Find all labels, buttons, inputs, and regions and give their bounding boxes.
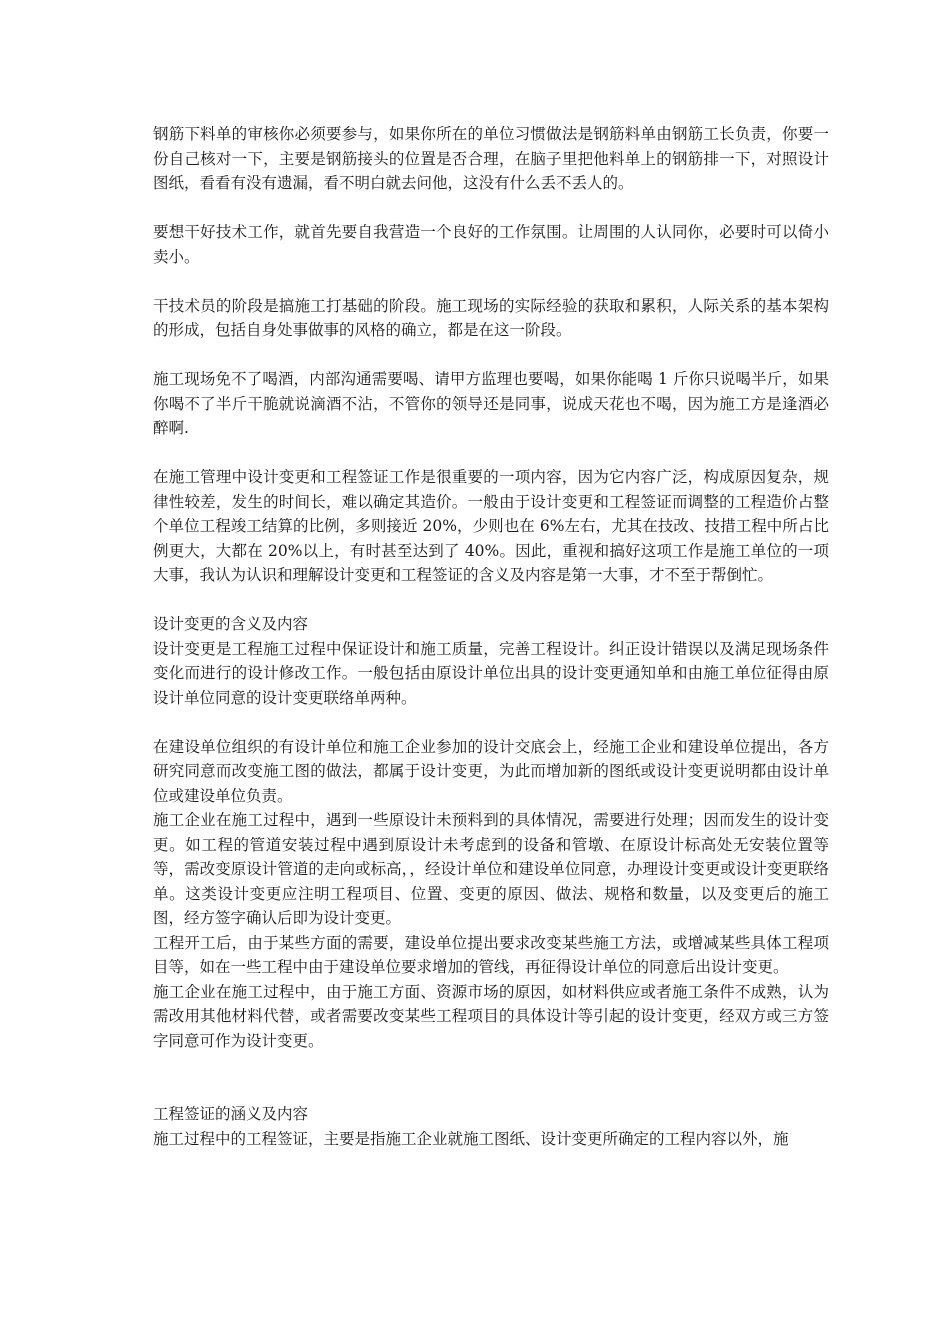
paragraph-rebar-review: 钢筋下料单的审核你必须要参与，如果你所在的单位习惯做法是钢筋料单由钢筋工长负责，你要一份自己核对一下，主要是钢筋接头的位置是否合理，在脑子里把他料单上的钢筋排一下，对照设计图纸，看看有没有遗漏，看不明白就去问他，这没有什么丢不丢人的。	[153, 125, 829, 192]
paragraph-engineering-visa-definition: 施工过程中的工程签证，主要是指施工企业就施工图纸、设计变更所确定的工程内容以外，施	[153, 1129, 789, 1148]
paragraph-design-change-intro: 在施工管理中设计变更和工程签证工作是很重要的一项内容，因为它内容广泛，构成原因复杂，规律性较差，发生的时间长，难以确定其造价。一般由于设计变更和工程签证而调整的工程造价占整个单位工程竣工结算的比例，多则接近 20%，少则也在 6%左右，尤其在技改、技措工程中所占比例更大，大都在 20%以上，有时甚至达到了 40%。因此，重视和搞好这项工作是施工单位的一项大事，我认为认识和理解设计变更和工程签证的含义及内容是第一大事，才不至于帮倒忙。	[153, 468, 829, 584]
paragraph-owner-request-change: 工程开工后，由于某些方面的需要，建设单位提出要求改变某些施工方法，或增减某些具体工程项目等，如在一些工程中由于建设单位要求增加的管线，再征得设计单位的同意后出设计变更。	[153, 933, 829, 976]
paragraph-spacer	[153, 710, 829, 735]
document-body	[153, 122, 829, 1151]
paragraph-work-atmosphere: 要想干好技术工作，就首先要自我营造一个良好的工作氛围。让周围的人认同你，必要时可以倚小卖小。	[153, 223, 829, 266]
paragraph-spacer	[153, 588, 829, 613]
paragraph-spacer	[153, 269, 829, 294]
paragraph-design-change-definition: 设计变更是工程施工过程中保证设计和施工质量，完善工程设计。纠正设计错误以及满足现场条件变化而进行的设计修改工作。一般包括由原设计单位出具的设计变更通知单和由施工单位征得由原设计单位同意的设计变更联络单两种。	[153, 639, 829, 707]
paragraph-material-substitution: 施工企业在施工过程中，由于施工方面、资源市场的原因，如材料供应或者施工条件不成熟，认为需改用其他材料代替，或者需要改变某些工程项目的具体设计等引起的设计变更，经双方或三方签字同意可作为设计变更。	[153, 982, 829, 1050]
heading-engineering-visa: 工程签证的涵义及内容	[153, 1105, 309, 1123]
paragraph-spacer	[153, 1053, 829, 1102]
paragraph-drinking: 施工现场免不了喝酒，内部沟通需要喝、请甲方监理也要喝，如果你能喝 1 斤你只说喝半斤，如果你喝不了半斤干脆就说滴酒不沾，不管你的领导还是同事，说成天花也不喝，因为施工方是逢酒必醉啊.	[153, 370, 829, 437]
paragraph-construction-process-change: 施工企业在施工过程中，遇到一些原设计未预料到的具体情况，需要进行处理；因而发生的设计变更。如工程的管道安装过程中遇到原设计未考虑到的设备和管墩、在原设计标高处无安装位置等等，需改变原设计管道的走向或标高，，经设计单位和建设单位同意，办理设计变更或设计变更联络单。这类设计变更应注明工程项目、位置、变更的原因、做法、规格和数量，以及变更后的施工图，经方签字确认后即为设计变更。	[153, 811, 829, 927]
paragraph-spacer	[153, 441, 829, 466]
paragraph-technician-stage: 干技术员的阶段是搞施工打基础的阶段。施工现场的实际经验的获取和累积，人际关系的基本架构的形成，包括自身处事做事的风格的确立，都是在这一阶段。	[153, 296, 829, 339]
paragraph-spacer	[153, 343, 829, 368]
paragraph-design-disclosure: 在建设单位组织的有设计单位和施工企业参加的设计交底会上，经施工企业和建设单位提出，各方研究同意而改变施工图的做法，都属于设计变更，为此而增加新的图纸或设计变更说明都由设计单位或建设单位负责。	[153, 737, 829, 805]
paragraph-spacer	[153, 196, 829, 221]
heading-design-change: 设计变更的含义及内容	[153, 615, 309, 633]
